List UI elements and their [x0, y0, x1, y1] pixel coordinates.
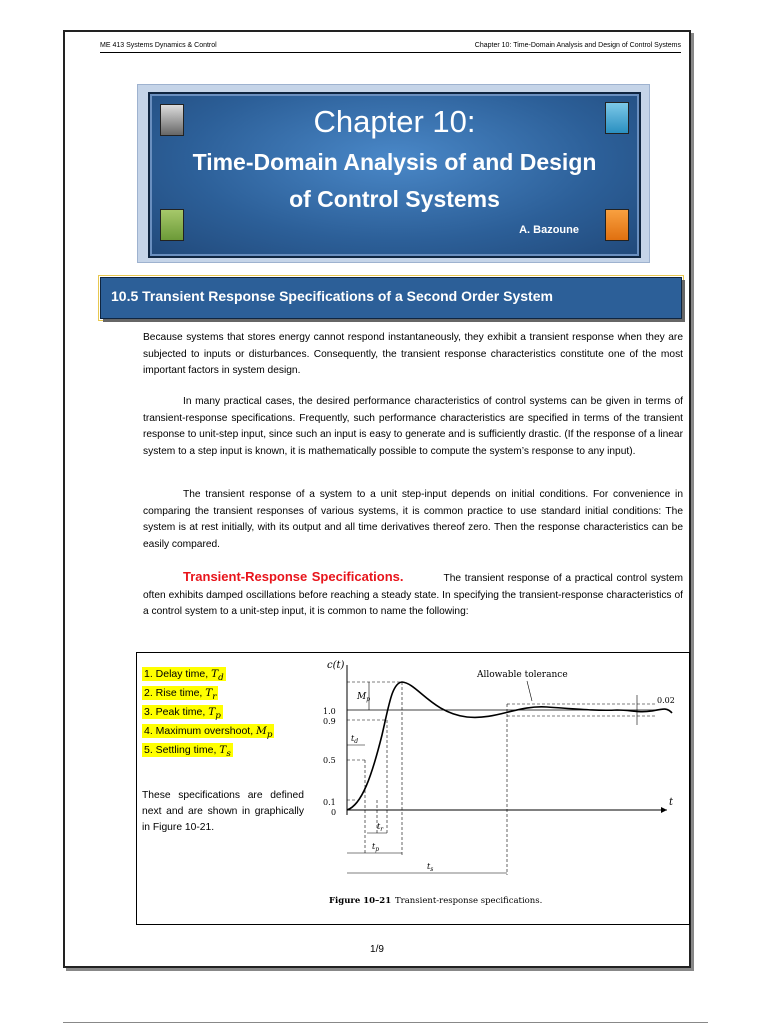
y-tick-0.5: 0.5 [323, 756, 336, 765]
paragraph-1: Because systems that stores energy cannot respond instantaneously, they exhibit a transient response when they are subjected to inputs or disturbances. Consequently, the transient response characteristics constitute one of the most important factors in system design. [143, 332, 683, 376]
chapter-subtitle: Time-Domain Analysis of and Design of Control Systems [192, 149, 597, 212]
tp-label: $t_p$ [372, 842, 380, 853]
y-tick-0.9: 0.9 [323, 717, 336, 726]
tolerance-value: 0.02 [657, 696, 675, 705]
figure-caption-text: Transient-response specifications. [395, 896, 543, 906]
y-tick-0: 0 [331, 808, 337, 817]
paragraph-3: The transient response of a system to a unit step-input depends on initial conditions. For convenience in comparing the transient responses of various systems, it is common practice to use standard initial conditions: The system is at rest initially, with its output and all time derivatives thereof zero. Then the response characteristics can be easily compared. [143, 489, 683, 550]
transient-response-figure [317, 655, 685, 919]
mp-label: $M_p$ [357, 692, 371, 703]
tr-label: $t_r$ [377, 822, 384, 833]
section-heading: 10.5 Transient Response Specifications of a Second Order System [111, 288, 553, 304]
tolerance-pointer [527, 681, 532, 701]
list-item: 3. Peak time, $T_p$ [144, 706, 221, 722]
list-item: 4. Maximum overshoot, $M_p$ [144, 725, 273, 741]
ts-label: $t_s$ [427, 862, 434, 873]
x-axis-label: t [669, 797, 674, 808]
tolerance-label: Allowable tolerance [477, 670, 568, 680]
figure-caption-number: Figure 10–21 [329, 896, 392, 906]
paragraph-4 [143, 569, 683, 621]
y-tick-1.0: 1.0 [323, 707, 336, 716]
banner-panel [148, 92, 641, 258]
list-item: 5. Settling time, $T_s$ [144, 744, 231, 760]
x-axis-arrow [661, 807, 667, 813]
chapter-title: Chapter 10: [313, 104, 476, 139]
running-header [100, 42, 681, 53]
figure-box [136, 652, 690, 925]
header-course: ME 413 Systems Dynamics & Control [100, 42, 217, 49]
spec-note: These specifications are defined next and are shown in graphically in Figure 10-21. [142, 790, 304, 833]
author: A. Bazoune [519, 224, 579, 236]
page-number: 1/9 [370, 944, 384, 955]
y-tick-0.1: 0.1 [323, 798, 336, 807]
bottom-rule [63, 1022, 708, 1023]
list-item: 2. Rise time, $T_r$ [144, 687, 217, 703]
y-axis-label: c(t) [327, 660, 345, 671]
header-chapter: Chapter 10: Time-Domain Analysis and Design of Control Systems [474, 42, 681, 49]
page-frame [63, 30, 691, 968]
paragraph-2: In many practical cases, the desired performance characteristics of control systems can be given in terms of transient-response specifications. Frequently, such performance characteristics are specified in terms of the transient response to unit-step input, since such an input is easy to generate and is sufficiently drastic. (If the response of a linear system to a step input is known, it is mathematically possible to compute the system’s response to any input). [143, 396, 683, 457]
transient-specs-heading: Transient-Response Specifications. [183, 569, 404, 584]
td-label: $t_d$ [351, 734, 359, 745]
list-item: 1. Delay time, $T_d$ [144, 668, 224, 684]
spec-list [142, 668, 312, 763]
chapter-banner [137, 84, 650, 263]
section-heading-bar [100, 277, 682, 319]
paragraph-4-text: The transient response of a practical control system often exhibits damped oscillations before reaching a steady state. In specifying the transient-response characteristics of a control system to a unit-step input, it is common to name the following: [143, 573, 683, 617]
response-curve [347, 682, 672, 810]
